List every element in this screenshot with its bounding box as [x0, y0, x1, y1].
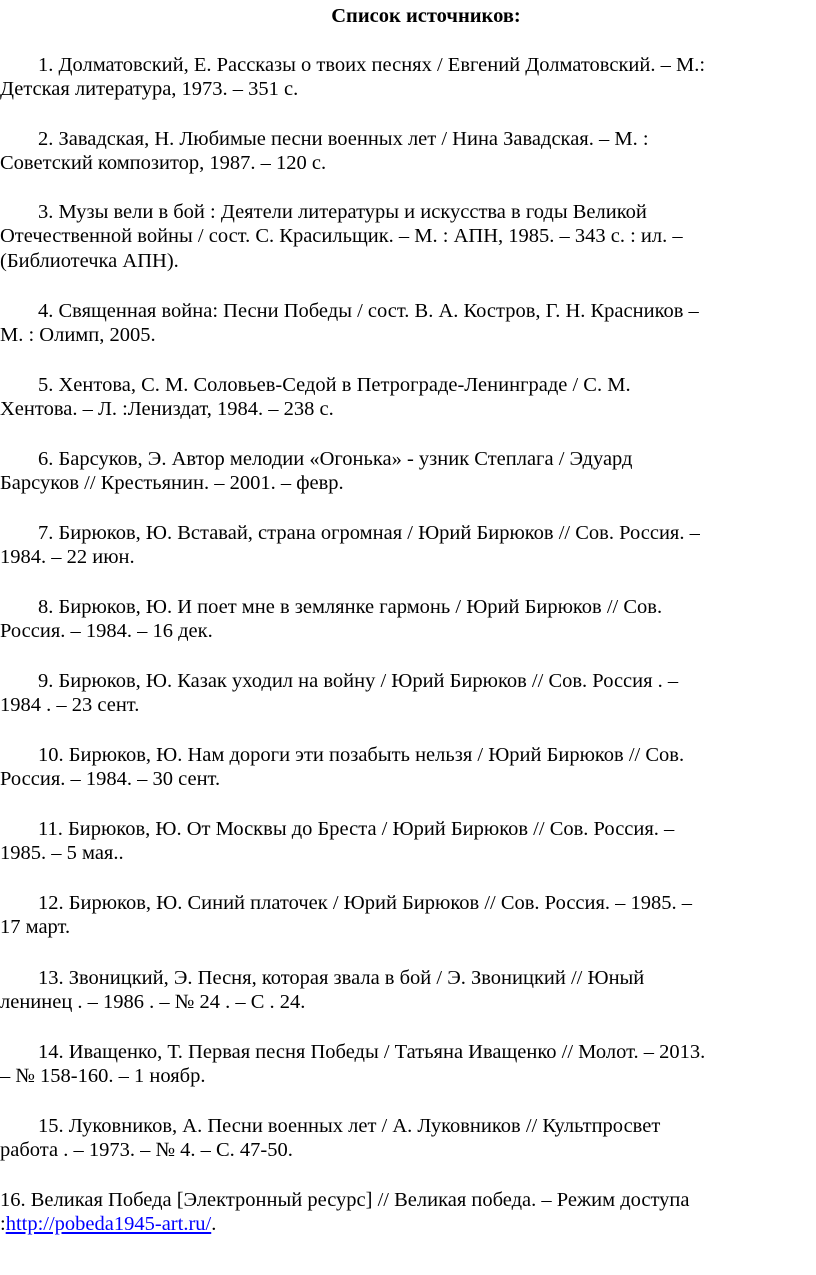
entry-line: (Библиотечка АПН).	[0, 249, 179, 272]
entry-line: Россия. – 1984. – 16 дек.	[0, 620, 213, 643]
reference-entry-3	[0, 200, 816, 273]
reference-entry-6	[0, 447, 816, 496]
entry-line: Отечественной войны / сост. С. Красильщик. – М. : АПН, 1985. – 343 с. : ил. –	[0, 225, 683, 248]
link-prefix: :	[0, 1213, 6, 1236]
reference-entry-8	[0, 595, 816, 644]
entry-line: 8. Бирюков, Ю. И поет мне в землянке гармонь / Юрий Бирюков // Сов.	[38, 596, 663, 618]
reference-entry-7	[0, 521, 816, 570]
reference-entry-15	[0, 1114, 816, 1163]
reference-entry-13	[0, 966, 816, 1015]
entry-line: 15. Луковников, А. Песни военных лет / А. Луковников // Культпросвет	[38, 1115, 661, 1137]
entry-line: 7. Бирюков, Ю. Вставай, страна огромная / Юрий Бирюков // Сов. Россия. –	[38, 522, 700, 544]
entry-line: 16. Великая Победа [Электронный ресурс] // Великая победа. – Режим доступа	[0, 1189, 690, 1211]
entry-line: Детская литература, 1973. – 351 с.	[0, 78, 299, 101]
entry-line: – № 158-160. – 1 ноябр.	[0, 1065, 206, 1088]
entry-line: 14. Иващенко, Т. Первая песня Победы / Татьяна Иващенко // Молот. – 2013.	[38, 1041, 706, 1063]
entry-line: 11. Бирюков, Ю. От Москвы до Бреста / Юрий Бирюков // Сов. Россия. –	[38, 818, 675, 840]
reference-entry-2	[0, 127, 816, 176]
reference-entry-1	[0, 53, 816, 102]
entry-line: Хентова. – Л. :Лениздат, 1984. – 238 с.	[0, 398, 334, 421]
reference-entry-9	[0, 669, 816, 718]
entry-line-with-link	[0, 1212, 816, 1236]
entry-line: 17 март.	[0, 916, 71, 939]
resource-link[interactable]: http://pobeda1945-art.ru/	[5, 1213, 212, 1236]
entry-line: 1984. – 22 июн.	[0, 546, 135, 569]
reference-entry-12	[0, 891, 816, 940]
entry-line: 4. Священная война: Песни Победы / сост. В. А. Костров, Г. Н. Красников –	[38, 300, 699, 322]
reference-entry-16	[0, 1188, 816, 1237]
entry-line: 1. Долматовский, Е. Рассказы о твоих песнях / Евгений Долматовский. – М.:	[38, 54, 706, 76]
entry-line: 1984 . – 23 сент.	[0, 694, 140, 717]
reference-entry-14	[0, 1040, 816, 1089]
reference-entry-10	[0, 743, 816, 792]
entry-line: 9. Бирюков, Ю. Казак уходил на войну / Юрий Бирюков // Сов. Россия . –	[38, 670, 679, 692]
entry-line: 5. Хентова, С. М. Соловьев-Седой в Петрограде-Ленинграде / С. М.	[38, 374, 631, 396]
entry-line: 12. Бирюков, Ю. Синий платочек / Юрий Бирюков // Сов. Россия. – 1985. –	[38, 892, 693, 914]
entry-line: Советский композитор, 1987. – 120 с.	[0, 152, 327, 175]
reference-entry-5	[0, 373, 816, 422]
entry-line: М. : Олимп, 2005.	[0, 324, 156, 347]
page-title: Список источников:	[331, 5, 521, 27]
entry-line: Барсуков // Крестьянин. – 2001. – февр.	[0, 472, 344, 495]
entry-line: 10. Бирюков, Ю. Нам дороги эти позабыть нельзя / Юрий Бирюков // Сов.	[38, 744, 685, 766]
link-suffix: .	[211, 1213, 217, 1236]
entry-line: 3. Музы вели в бой : Деятели литературы и искусства в годы Великой	[38, 201, 647, 223]
entry-line: 2. Завадская, Н. Любимые песни военных лет / Нина Завадская. – М. :	[38, 128, 649, 150]
entry-line: ленинец . – 1986 . – № 24 . – С . 24.	[0, 991, 306, 1014]
entry-line: 13. Звоницкий, Э. Песня, которая звала в бой / Э. Звоницкий // Юный	[38, 967, 645, 989]
entry-line: 1985. – 5 мая..	[0, 842, 124, 865]
reference-entry-11	[0, 817, 816, 866]
reference-entry-4	[0, 299, 816, 348]
entry-line: 6. Барсуков, Э. Автор мелодии «Огонька» - узник Степлага / Эдуард	[38, 448, 633, 470]
entry-line: работа . – 1973. – № 4. – С. 47-50.	[0, 1139, 293, 1162]
entry-line: Россия. – 1984. – 30 сент.	[0, 768, 221, 791]
